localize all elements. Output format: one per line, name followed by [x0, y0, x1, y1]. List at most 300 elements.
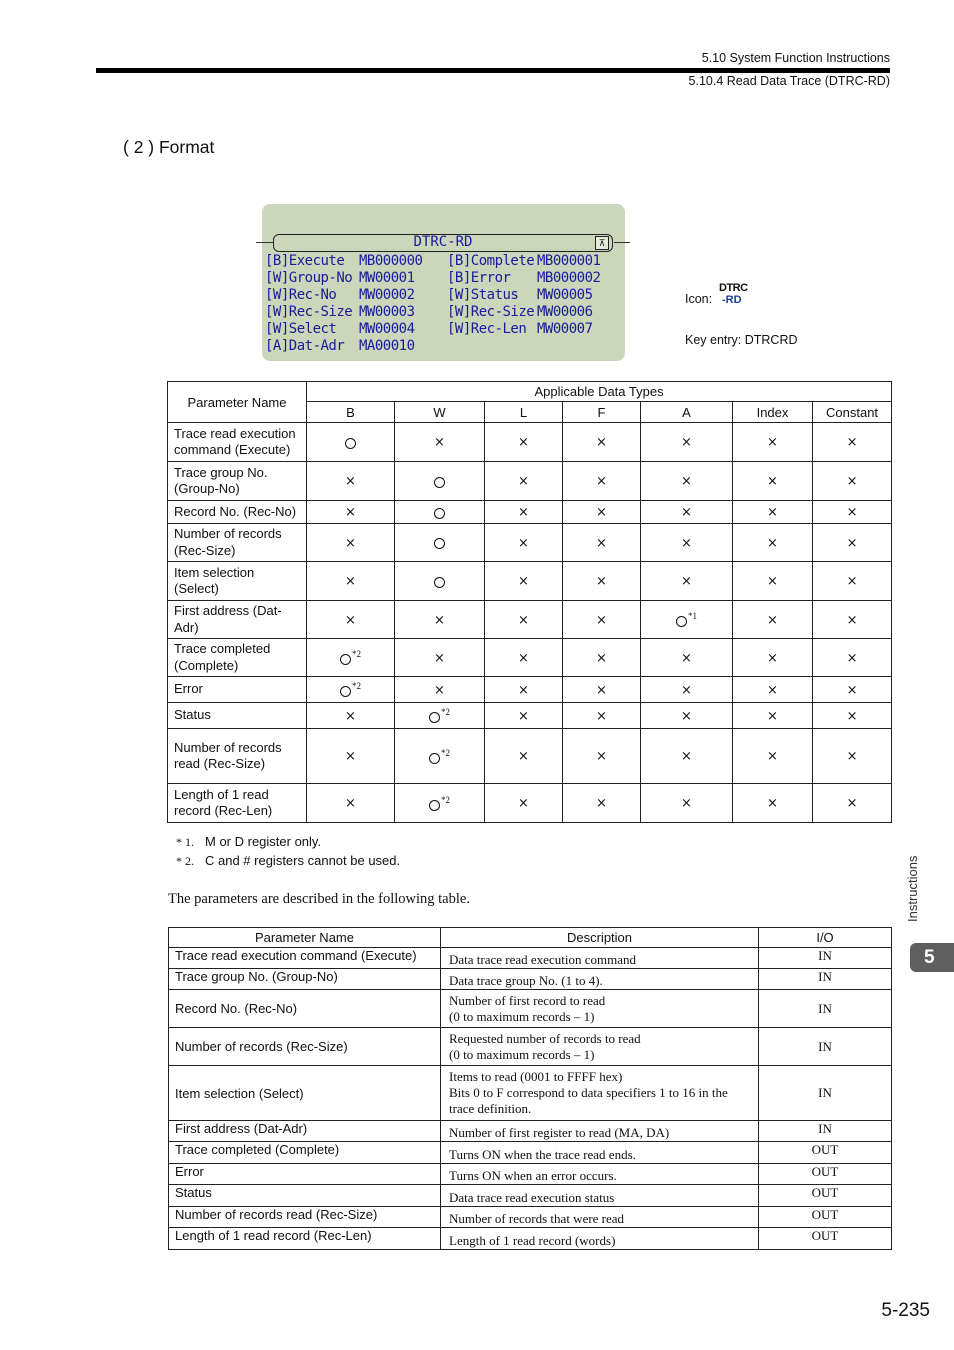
- not-applicable-cross-icon: ×: [434, 682, 445, 698]
- description-row: [169, 1028, 892, 1066]
- data-type-cell: [563, 423, 641, 462]
- applicable-circle-icon: [340, 686, 351, 697]
- description-row: [169, 1207, 892, 1228]
- data-type-row: [168, 462, 892, 501]
- data-type-cell: [641, 462, 733, 501]
- data-type-cell: [641, 639, 733, 677]
- not-applicable-cross-icon: ×: [345, 708, 356, 724]
- applicable-circle-icon: [429, 712, 440, 723]
- chapter-tab: 5: [910, 943, 954, 972]
- io-cell: OUT: [759, 1228, 892, 1250]
- data-type-col-header: A: [641, 402, 733, 423]
- param-name-cell: Number of records read (Rec-Size): [169, 1207, 441, 1228]
- param-name-cell: Error: [169, 1164, 441, 1185]
- block-param-left-name: [B]Execute: [265, 253, 345, 269]
- section-heading: ( 2 ) Format: [123, 137, 215, 157]
- not-applicable-cross-icon: ×: [345, 796, 356, 811]
- applicable-circle-icon: [345, 438, 356, 449]
- io-cell: IN: [759, 1066, 892, 1121]
- data-type-cell: [641, 677, 733, 703]
- description-line: Data trace read execution status: [449, 1190, 615, 1205]
- not-applicable-cross-icon: ×: [767, 796, 778, 811]
- not-applicable-cross-icon: ×: [345, 535, 356, 551]
- footnote-text: C and # registers cannot be used.: [205, 853, 401, 868]
- io-cell: OUT: [759, 1164, 892, 1185]
- param-name-cell: Trace group No. (Group-No): [168, 462, 307, 501]
- footnote-ref: *1: [688, 611, 697, 621]
- data-type-cell: [485, 462, 563, 501]
- data-type-cell: [813, 524, 892, 562]
- data-type-col-header: Constant: [813, 402, 892, 423]
- footnote-text: M or D register only.: [205, 834, 322, 849]
- param-name-cell: Number of records read (Rec-Size): [168, 729, 307, 784]
- block-connector-right: [614, 242, 630, 243]
- description-cell: [441, 990, 759, 1028]
- footnote-ref: *2: [352, 681, 361, 691]
- data-type-cell: [307, 562, 395, 601]
- footnote-ref: *2: [441, 794, 450, 805]
- param-name-cell: Status: [168, 703, 307, 729]
- not-applicable-cross-icon: ×: [596, 505, 607, 520]
- data-type-cell: [307, 784, 395, 823]
- not-applicable-cross-icon: ×: [681, 535, 692, 551]
- data-type-row: [168, 639, 892, 677]
- icon-text-bottom: -RD: [722, 294, 742, 306]
- not-applicable-cross-icon: ×: [846, 796, 858, 811]
- data-type-col-header: B: [307, 402, 395, 423]
- description-row: [169, 969, 892, 990]
- data-type-cell: [395, 501, 485, 524]
- data-type-cell: [733, 677, 813, 703]
- param-name-cell: Trace completed (Complete): [169, 1142, 441, 1164]
- description-line: Turns ON when an error occurs.: [449, 1168, 617, 1183]
- not-applicable-cross-icon: ×: [767, 682, 778, 698]
- param-name-cell: Trace group No. (Group-No): [169, 969, 441, 990]
- data-type-cell: [485, 423, 563, 462]
- description-line: Number of first register to read (MA, DA): [449, 1125, 670, 1140]
- block-connector-left: [256, 242, 274, 243]
- block-param-left-name: [W]Rec-Size: [265, 304, 353, 320]
- data-type-cell: [395, 677, 485, 703]
- block-param-left-value: MA00010: [359, 338, 415, 354]
- header-section-title: 5.10 System Function Instructions: [701, 51, 890, 65]
- key-entry: Key entry: DTRCRD: [685, 333, 798, 347]
- description-cell: [441, 969, 759, 990]
- not-applicable-cross-icon: ×: [596, 435, 607, 450]
- data-type-cell: [641, 729, 733, 784]
- not-applicable-cross-icon: ×: [518, 574, 529, 589]
- data-type-cell: [485, 639, 563, 677]
- applicable-circle-icon: [434, 577, 445, 588]
- not-applicable-cross-icon: ×: [767, 708, 778, 724]
- not-applicable-cross-icon: ×: [345, 474, 356, 489]
- not-applicable-cross-icon: ×: [345, 612, 356, 628]
- data-type-cell: [485, 562, 563, 601]
- block-param-left-value: MB000000: [359, 253, 423, 269]
- data-type-col-header: Index: [733, 402, 813, 423]
- block-param-right-value: MB000001: [537, 253, 601, 269]
- data-type-cell: [813, 501, 892, 524]
- data-type-cell: [395, 524, 485, 562]
- col-header-io: I/O: [759, 928, 892, 948]
- data-type-cell: [563, 462, 641, 501]
- footnote-ref: *2: [352, 649, 361, 659]
- not-applicable-cross-icon: ×: [345, 505, 356, 520]
- not-applicable-cross-icon: ×: [518, 435, 529, 450]
- data-type-row: [168, 677, 892, 703]
- param-name-cell: Item selection (Select): [169, 1066, 441, 1121]
- description-row: [169, 1164, 892, 1185]
- data-type-cell: [813, 784, 892, 823]
- data-type-cell: [485, 501, 563, 524]
- not-applicable-cross-icon: ×: [596, 535, 607, 551]
- not-applicable-cross-icon: ×: [846, 682, 858, 698]
- data-type-cell: [733, 524, 813, 562]
- not-applicable-cross-icon: ×: [846, 749, 858, 764]
- description-row: [169, 1066, 892, 1121]
- icon-label: Icon:: [685, 292, 713, 306]
- not-applicable-cross-icon: ×: [518, 682, 529, 698]
- description-line: (0 to maximum records – 1): [449, 1046, 595, 1062]
- col-header-description: Description: [441, 928, 759, 948]
- data-type-cell: [733, 784, 813, 823]
- applicable-circle-icon: [434, 508, 445, 519]
- data-type-cell: [395, 423, 485, 462]
- not-applicable-cross-icon: ×: [846, 708, 858, 724]
- description-line: Data trace read execution command: [449, 952, 636, 967]
- description-line: Bits 0 to F correspond to data specifiers 1 to 16 in the trace definition.: [449, 1085, 728, 1116]
- description-row: [169, 990, 892, 1028]
- block-param-right-value: MB000002: [537, 270, 601, 286]
- description-line: Length of 1 read record (words): [449, 1233, 616, 1248]
- not-applicable-cross-icon: ×: [596, 650, 607, 666]
- description-row: [169, 1121, 892, 1142]
- description-line: Items to read (0001 to FFFF hex): [449, 1069, 623, 1084]
- not-applicable-cross-icon: ×: [681, 650, 692, 666]
- not-applicable-cross-icon: ×: [345, 574, 356, 589]
- data-type-cell: [641, 601, 733, 639]
- not-applicable-cross-icon: ×: [681, 505, 692, 520]
- data-type-cell: [733, 462, 813, 501]
- data-type-cell: [485, 703, 563, 729]
- data-type-col-header: L: [485, 402, 563, 423]
- not-applicable-cross-icon: ×: [596, 612, 607, 628]
- block-param-right-value: MW00006: [537, 304, 593, 320]
- not-applicable-cross-icon: ×: [434, 612, 445, 628]
- applicable-circle-icon: [434, 477, 445, 488]
- data-type-cell: [563, 729, 641, 784]
- block-param-left-value: MW00002: [359, 287, 415, 303]
- data-type-cell: [641, 501, 733, 524]
- param-name-cell: Error: [168, 677, 307, 703]
- data-type-row: [168, 562, 892, 601]
- not-applicable-cross-icon: ×: [596, 682, 607, 698]
- data-type-row: [168, 703, 892, 729]
- not-applicable-cross-icon: ×: [434, 650, 445, 666]
- not-applicable-cross-icon: ×: [846, 474, 858, 489]
- io-cell: IN: [759, 948, 892, 969]
- block-param-left-value: MW00001: [359, 270, 415, 286]
- not-applicable-cross-icon: ×: [767, 505, 778, 520]
- footnote-1: [176, 834, 321, 850]
- description-line: (0 to maximum records – 1): [449, 1008, 595, 1024]
- param-name-cell: Length of 1 read record (Rec-Len): [168, 784, 307, 823]
- io-cell: IN: [759, 969, 892, 990]
- data-type-cell: [307, 639, 395, 677]
- data-type-cell: [563, 601, 641, 639]
- not-applicable-cross-icon: ×: [596, 708, 607, 724]
- data-type-cell: [733, 423, 813, 462]
- block-param-right-name: [W]Rec-Size: [447, 304, 535, 320]
- block-param-left-name: [W]Group-No: [265, 270, 353, 286]
- data-type-cell: [395, 462, 485, 501]
- data-type-cell: [733, 562, 813, 601]
- data-type-cell: [307, 601, 395, 639]
- applicable-circle-icon: [429, 800, 440, 811]
- data-type-cell: [395, 703, 485, 729]
- block-param-left-name: [A]Dat-Adr: [265, 338, 345, 354]
- io-cell: OUT: [759, 1142, 892, 1164]
- not-applicable-cross-icon: ×: [846, 435, 858, 450]
- param-name-cell: Length of 1 read record (Rec-Len): [169, 1228, 441, 1250]
- data-type-col-header: W: [395, 402, 485, 423]
- block-param-right-name: [W]Status: [447, 287, 519, 303]
- not-applicable-cross-icon: ×: [518, 474, 529, 489]
- description-row: [169, 1228, 892, 1250]
- data-type-cell: [307, 729, 395, 784]
- data-type-cell: [813, 423, 892, 462]
- param-name-cell: Record No. (Rec-No): [169, 990, 441, 1028]
- data-type-cell: [733, 601, 813, 639]
- param-name-cell: Trace read execution command (Execute): [168, 423, 307, 462]
- col-header-parameter: Parameter Name: [169, 928, 441, 948]
- block-param-left-value: MW00004: [359, 321, 415, 337]
- data-type-cell: [485, 677, 563, 703]
- description-cell: [441, 1066, 759, 1121]
- not-applicable-cross-icon: ×: [846, 535, 858, 551]
- block-param-right-name: [B]Error: [447, 270, 511, 286]
- side-label: Instructions: [905, 855, 920, 922]
- io-cell: IN: [759, 1121, 892, 1142]
- data-type-cell: [395, 601, 485, 639]
- parameter-description-table: [168, 927, 892, 1250]
- data-type-cell: [307, 524, 395, 562]
- data-type-cell: [563, 703, 641, 729]
- param-name-cell: First address (Dat-Adr): [168, 601, 307, 639]
- applicable-circle-icon: [434, 538, 445, 549]
- applicable-circle-icon: [340, 654, 351, 665]
- data-type-cell: [485, 601, 563, 639]
- data-type-cell: [641, 784, 733, 823]
- not-applicable-cross-icon: ×: [681, 796, 692, 811]
- footnote-ref: *2: [441, 747, 450, 758]
- param-name-header: Parameter Name: [168, 382, 307, 423]
- data-type-cell: [307, 423, 395, 462]
- data-type-cell: [641, 423, 733, 462]
- not-applicable-cross-icon: ×: [681, 474, 692, 489]
- io-cell: IN: [759, 1028, 892, 1066]
- not-applicable-cross-icon: ×: [767, 535, 778, 551]
- data-type-cell: [563, 524, 641, 562]
- data-type-col-header: F: [563, 402, 641, 423]
- description-line: Turns ON when the trace read ends.: [449, 1147, 636, 1162]
- description-cell: [441, 1142, 759, 1164]
- data-type-row: [168, 501, 892, 524]
- data-type-cell: [733, 729, 813, 784]
- function-block-title: DTRC-RD: [413, 234, 473, 250]
- data-type-cell: [395, 639, 485, 677]
- not-applicable-cross-icon: ×: [767, 435, 778, 450]
- not-applicable-cross-icon: ×: [681, 749, 692, 764]
- data-type-cell: [563, 784, 641, 823]
- data-type-row: [168, 784, 892, 823]
- not-applicable-cross-icon: ×: [846, 612, 858, 628]
- not-applicable-cross-icon: ×: [846, 650, 858, 666]
- collapse-icon[interactable]: ⊼: [595, 236, 609, 250]
- data-type-cell: [307, 462, 395, 501]
- param-name-cell: Item selection (Select): [168, 562, 307, 601]
- param-name-cell: First address (Dat-Adr): [169, 1121, 441, 1142]
- not-applicable-cross-icon: ×: [767, 650, 778, 666]
- block-param-left-name: [W]Select: [265, 321, 337, 337]
- param-name-cell: Trace read execution command (Execute): [169, 948, 441, 969]
- description-row: [169, 948, 892, 969]
- footnote-2: [176, 853, 400, 869]
- not-applicable-cross-icon: ×: [596, 749, 607, 764]
- not-applicable-cross-icon: ×: [518, 612, 529, 628]
- footnote-mark: * 2.: [176, 854, 194, 868]
- data-type-cell: [485, 784, 563, 823]
- io-cell: OUT: [759, 1185, 892, 1207]
- param-name-cell: Number of records (Rec-Size): [168, 524, 307, 562]
- not-applicable-cross-icon: ×: [434, 435, 445, 450]
- data-type-cell: [395, 729, 485, 784]
- data-type-cell: [395, 784, 485, 823]
- not-applicable-cross-icon: ×: [518, 650, 529, 666]
- data-type-cell: [485, 524, 563, 562]
- description-cell: [441, 1164, 759, 1185]
- not-applicable-cross-icon: ×: [518, 505, 529, 520]
- param-name-cell: Number of records (Rec-Size): [169, 1028, 441, 1066]
- description-cell: [441, 1121, 759, 1142]
- header-subsection-title: 5.10.4 Read Data Trace (DTRC-RD): [688, 74, 890, 88]
- data-type-cell: [307, 501, 395, 524]
- applicable-circle-icon: [429, 753, 440, 764]
- description-cell: [441, 948, 759, 969]
- io-cell: OUT: [759, 1207, 892, 1228]
- description-line: Number of records that were read: [449, 1211, 625, 1226]
- block-param-left-value: MW00003: [359, 304, 415, 320]
- description-line: Number of first record to read: [449, 992, 606, 1008]
- footnote-mark: * 1.: [176, 835, 194, 849]
- not-applicable-cross-icon: ×: [767, 574, 778, 589]
- not-applicable-cross-icon: ×: [596, 474, 607, 489]
- block-param-right-name: [W]Rec-Len: [447, 321, 527, 337]
- not-applicable-cross-icon: ×: [596, 574, 607, 589]
- data-types-group-header: Applicable Data Types: [307, 382, 892, 402]
- data-type-cell: [307, 677, 395, 703]
- description-cell: [441, 1185, 759, 1207]
- description-line: Data trace group No. (1 to 4).: [449, 973, 603, 988]
- data-type-row: [168, 601, 892, 639]
- not-applicable-cross-icon: ×: [767, 749, 778, 764]
- data-type-cell: [813, 677, 892, 703]
- data-type-cell: [485, 729, 563, 784]
- not-applicable-cross-icon: ×: [596, 796, 607, 811]
- description-cell: [441, 1028, 759, 1066]
- applicable-circle-icon: [676, 616, 687, 627]
- data-type-cell: [641, 703, 733, 729]
- data-type-cell: [641, 524, 733, 562]
- data-type-cell: [813, 729, 892, 784]
- not-applicable-cross-icon: ×: [846, 505, 858, 520]
- data-type-row: [168, 423, 892, 462]
- intro-text: The parameters are described in the following table.: [168, 891, 470, 907]
- data-type-cell: [563, 677, 641, 703]
- header-rule: [96, 68, 890, 73]
- param-name-cell: Record No. (Rec-No): [168, 501, 307, 524]
- block-param-right-value: MW00005: [537, 287, 593, 303]
- function-block-title-bar: [273, 234, 613, 252]
- data-type-row: [168, 729, 892, 784]
- description-line: Requested number of records to read: [449, 1030, 641, 1046]
- data-type-cell: [563, 501, 641, 524]
- not-applicable-cross-icon: ×: [681, 574, 692, 589]
- data-type-cell: [733, 639, 813, 677]
- data-type-cell: [563, 639, 641, 677]
- io-cell: IN: [759, 990, 892, 1028]
- param-name-cell: Trace completed (Complete): [168, 639, 307, 677]
- data-type-row: [168, 524, 892, 562]
- data-type-cell: [733, 501, 813, 524]
- data-type-cell: [813, 562, 892, 601]
- not-applicable-cross-icon: ×: [681, 708, 692, 724]
- not-applicable-cross-icon: ×: [518, 749, 529, 764]
- not-applicable-cross-icon: ×: [767, 612, 778, 628]
- data-type-cell: [813, 639, 892, 677]
- description-row: [169, 1185, 892, 1207]
- not-applicable-cross-icon: ×: [518, 535, 529, 551]
- data-type-cell: [813, 462, 892, 501]
- not-applicable-cross-icon: ×: [345, 749, 356, 764]
- not-applicable-cross-icon: ×: [767, 474, 778, 489]
- not-applicable-cross-icon: ×: [518, 796, 529, 811]
- data-type-cell: [395, 562, 485, 601]
- data-type-cell: [733, 703, 813, 729]
- block-param-right-name: [B]Complete: [447, 253, 535, 269]
- not-applicable-cross-icon: ×: [846, 574, 858, 589]
- not-applicable-cross-icon: ×: [681, 435, 692, 450]
- description-row: [169, 1142, 892, 1164]
- data-types-table: [167, 381, 892, 823]
- description-cell: [441, 1207, 759, 1228]
- data-type-cell: [307, 703, 395, 729]
- dtrc-rd-icon: [719, 282, 751, 309]
- footnote-ref: *2: [441, 707, 450, 717]
- param-name-cell: Status: [169, 1185, 441, 1207]
- data-type-cell: [813, 601, 892, 639]
- data-type-cell: [641, 562, 733, 601]
- icon-text-top: DTRC: [719, 282, 748, 294]
- description-cell: [441, 1228, 759, 1250]
- page-number: 5-235: [881, 1300, 930, 1321]
- block-param-right-value: MW00007: [537, 321, 593, 337]
- not-applicable-cross-icon: ×: [681, 682, 692, 698]
- data-type-cell: [813, 703, 892, 729]
- data-type-cell: [563, 562, 641, 601]
- not-applicable-cross-icon: ×: [518, 708, 529, 724]
- block-param-left-name: [W]Rec-No: [265, 287, 337, 303]
